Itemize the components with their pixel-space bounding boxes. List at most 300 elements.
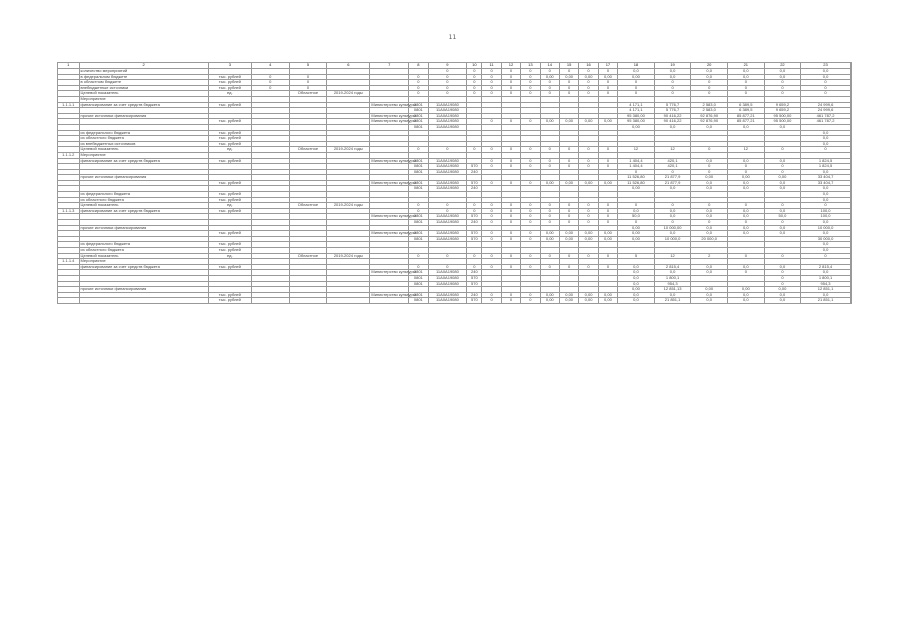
table-cell: 9 659,2 [764, 108, 801, 114]
table-cell: 0,0 [654, 186, 691, 192]
table-cell: 0,0 [764, 74, 801, 80]
table-cell: из внебюджетных источников [79, 141, 208, 147]
table-cell: 0 [579, 69, 598, 75]
table-cell: 0 [521, 236, 540, 242]
table-cell: 0,0 [728, 208, 765, 214]
table-cell: 0 [579, 264, 598, 270]
table-cell-spacer [850, 298, 851, 304]
table-cell: 0 [579, 147, 598, 153]
table-cell: 0 [559, 80, 578, 86]
table-cell: 12 [618, 147, 655, 153]
table-cell: 0 [521, 298, 540, 304]
column-number-cell: 6 [327, 63, 370, 69]
table-cell: 0 [764, 147, 801, 153]
table-cell: 0,00 [691, 175, 728, 181]
table-cell: 0 [598, 264, 617, 270]
table-cell: 24 999,6 [801, 108, 851, 114]
table-cell: 11А0А19080 [428, 108, 467, 114]
table-cell: 0 [482, 203, 501, 209]
table-cell: 1 404,4 [618, 158, 655, 164]
table-cell: 0 [409, 85, 428, 91]
table-cell: 0 [482, 292, 501, 298]
table-cell [289, 298, 327, 304]
table-cell: 0,0 [801, 74, 851, 80]
table-cell: тыс. рублей [208, 248, 251, 254]
table-cell: 0 [559, 69, 578, 75]
table-cell: 33 404,7 [801, 175, 851, 181]
table-cell: 0 [482, 158, 501, 164]
table-cell: из областного бюджета [79, 197, 208, 203]
table-cell: 0,0 [618, 270, 655, 276]
table-cell: 0 [428, 91, 467, 97]
table-cell: 461 787,2 [801, 119, 851, 125]
table-cell: 0 [409, 264, 428, 270]
table-cell: 0 [467, 264, 482, 270]
table-cell: 0,00 [618, 236, 655, 242]
table-cell: 0 [501, 203, 520, 209]
table-cell: ед. [208, 253, 251, 259]
table-cell: 0 [598, 69, 617, 75]
table-cell: 0801 [409, 102, 428, 108]
table-cell: из федерального бюджета [79, 192, 208, 198]
table-cell: 0 [289, 80, 327, 86]
table-cell: 0 [521, 74, 540, 80]
table-cell: 0 [579, 158, 598, 164]
table-cell: 0,0 [691, 214, 728, 220]
column-number-cell: 5 [289, 63, 327, 69]
table-cell: 0 [540, 85, 559, 91]
table-cell: 0 [728, 91, 765, 97]
table-cell: 0 [764, 169, 801, 175]
column-number-cell: 10 [467, 63, 482, 69]
table-cell: Министерство культуры [371, 112, 416, 118]
table-cell: 0 [467, 253, 482, 259]
table-cell: 0,0 [801, 130, 851, 136]
table-cell: 0 [467, 147, 482, 153]
table-cell: 0,00 [618, 225, 655, 231]
table-cell: 0,00 [618, 124, 655, 130]
table-cell: 0,0 [764, 186, 801, 192]
table-cell: 0 [428, 264, 467, 270]
table-cell: 0,00 [559, 119, 578, 125]
table-cell: 0 [801, 85, 851, 91]
table-cell: 0 [764, 275, 801, 281]
table-cell: 0,0 [764, 158, 801, 164]
table-cell: в федеральном бюджете [79, 74, 208, 80]
table-cell: 2 815,4 [654, 264, 691, 270]
table-cell: 0 [409, 203, 428, 209]
table-cell: 0,0 [618, 281, 655, 287]
table-cell: 0,0 [654, 69, 691, 75]
table-cell: 0 [482, 253, 501, 259]
table-cell: 0 [482, 119, 501, 125]
table-cell: Целевой показатель [79, 253, 208, 259]
table-cell: 0,0 [764, 298, 801, 304]
table-cell: 0,0 [801, 248, 851, 254]
table-cell: 0,0 [728, 186, 765, 192]
table-cell: из федерального бюджета [79, 130, 208, 136]
table-cell: 5 776,7 [654, 102, 691, 108]
table-cell: 0 [521, 80, 540, 86]
table-cell: 0 [559, 220, 578, 226]
table-cell: 0 [521, 214, 540, 220]
column-number-cell: 2 [79, 63, 208, 69]
table-cell: 100,0 [801, 214, 851, 220]
table-cell: тыс. рублей [208, 197, 251, 203]
table-cell: 0 [521, 203, 540, 209]
column-number-cell: 14 [540, 63, 559, 69]
table-cell: 0 [618, 203, 655, 209]
table-cell: 0,0 [654, 74, 691, 80]
table-cell: 1.1.1.4 [58, 259, 80, 265]
table-cell: 50,0 [764, 214, 801, 220]
table-cell: Областное [289, 253, 327, 259]
table-cell: 0,00 [559, 236, 578, 242]
table-cell: 0,0 [801, 186, 851, 192]
table-cell: 0,0 [618, 292, 655, 298]
table-cell: 0,0 [728, 74, 765, 80]
table-cell: 0 [559, 203, 578, 209]
table-cell: 0 [598, 85, 617, 91]
table-cell: 570 [467, 231, 482, 237]
table-cell: 0 [559, 208, 578, 214]
table-cell: 0 [501, 264, 520, 270]
table-cell: 11А0А19080 [428, 220, 467, 226]
table-cell: 240 [467, 169, 482, 175]
table-cell: 0 [559, 147, 578, 153]
table-cell: 0 [501, 147, 520, 153]
table-cell: 0 [482, 236, 501, 242]
table-cell: тыс. рублей [208, 85, 251, 91]
table-cell: 0 [467, 69, 482, 75]
table-cell: 0 [501, 253, 520, 259]
table-cell: 11А0А19080 [428, 270, 467, 276]
table-cell: 0,0 [801, 69, 851, 75]
table-cell: 0,00 [598, 180, 617, 186]
table-cell: Министерство культуры [371, 179, 416, 185]
table-cell: 0801 [409, 292, 428, 298]
table-cell: 0 [428, 203, 467, 209]
table-cell: 0 [482, 214, 501, 220]
table-cell: 11А0А19080 [428, 236, 467, 242]
table-cell: 0801 [409, 214, 428, 220]
table-cell: 0 [521, 69, 540, 75]
table-cell: 0,0 [801, 192, 851, 198]
table-cell: 0 [764, 80, 801, 86]
table-cell: 0,00 [540, 236, 559, 242]
table-cell: 9 659,2 [764, 102, 801, 108]
table-cell: 0 [764, 281, 801, 287]
table-cell: прочие источники финансирования [79, 113, 208, 119]
table-cell: 0 [467, 80, 482, 86]
table-cell: 0 [598, 164, 617, 170]
table-cell: 0 [521, 119, 540, 125]
table-cell: 0 [618, 220, 655, 226]
table-cell: 0,0 [801, 169, 851, 175]
table-cell: 0,0 [764, 69, 801, 75]
table-cell: 0,00 [579, 231, 598, 237]
table-cell: 11А0А19080 [428, 275, 467, 281]
table-cell: 1.1.1.1 [58, 102, 80, 108]
table-cell: 0,0 [728, 158, 765, 164]
table-cell: 0 [540, 214, 559, 220]
table-cell: 0,0 [618, 275, 655, 281]
table-cell: 0 [428, 85, 467, 91]
table-cell: 11А0А19080 [428, 119, 467, 125]
table-cell: 12 [654, 253, 691, 259]
table-cell: 5 [618, 253, 655, 259]
table-cell: 0,0 [728, 124, 765, 130]
table-cell: 0,00 [559, 231, 578, 237]
table-cell: 0 [579, 203, 598, 209]
table-cell: 92 876,90 [691, 113, 728, 119]
table-cell: 0,0 [654, 231, 691, 237]
table-cell: 24 999,6 [801, 102, 851, 108]
table-cell: в областном бюджете [79, 80, 208, 86]
column-number-cell: 4 [251, 63, 289, 69]
table-cell: 0 [654, 169, 691, 175]
table-cell: 0 [289, 85, 327, 91]
table-cell: 0 [501, 236, 520, 242]
table-cell: 21 877,9 [654, 180, 691, 186]
table-cell: 0,0 [801, 220, 851, 226]
table-cell: 0 [559, 158, 578, 164]
table-cell: 0,00 [691, 287, 728, 293]
table-body [58, 63, 852, 304]
table-cell: 0 [482, 220, 501, 226]
table-cell: 100,0 [801, 208, 851, 214]
table-cell: 92 876,90 [691, 119, 728, 125]
table-cell: 21 877,9 [654, 175, 691, 181]
table-cell: 0 [618, 169, 655, 175]
table-cell: 0,0 [764, 180, 801, 186]
table-cell: 2 583,0 [691, 108, 728, 114]
table-cell: 11А0А19080 [428, 281, 467, 287]
table-cell: 0,0 [728, 264, 765, 270]
table-cell: 0,0 [764, 124, 801, 130]
table-cell: 570 [467, 214, 482, 220]
table-cell: 0 [521, 180, 540, 186]
table-cell: 0,0 [801, 197, 851, 203]
table-cell: 0,0 [801, 231, 851, 237]
table-cell: 0 [521, 147, 540, 153]
table-cell: 0 [559, 91, 578, 97]
table-cell: 0 [428, 147, 467, 153]
table-cell: тыс. рублей [208, 208, 251, 214]
table-cell: 0,00 [579, 298, 598, 304]
table-cell: 0 [728, 164, 765, 170]
table-cell: 11А0А19080 [428, 124, 467, 130]
table-cell: 0 [501, 91, 520, 97]
table-cell: 0 [764, 220, 801, 226]
table-cell: Мероприятие [79, 259, 208, 265]
table-cell: тыс. рублей [208, 136, 251, 142]
table-cell: 0 [467, 208, 482, 214]
table-cell: 0 [579, 220, 598, 226]
table-cell: 11А0А19080 [428, 169, 467, 175]
table-cell: 2 [691, 253, 728, 259]
column-number-cell: 17 [598, 63, 617, 69]
table-cell: 0,0 [691, 225, 728, 231]
table-cell: 11А0А19080 [428, 158, 467, 164]
table-cell: 240 [467, 220, 482, 226]
table-cell: 11А0А19080 [428, 113, 467, 119]
table-cell: 0,0 [618, 208, 655, 214]
table-cell: 0 [598, 208, 617, 214]
table-cell: 0 [728, 85, 765, 91]
table-cell: 85 877,21 [728, 119, 765, 125]
table-cell: 0,0 [764, 225, 801, 231]
table-cell: Министерство культуры [371, 213, 416, 219]
table-cell: 0801 [409, 220, 428, 226]
table-cell: 11А0А19080 [428, 102, 467, 108]
table-cell: 0 [501, 180, 520, 186]
table-cell: 21 851,1 [654, 298, 691, 304]
table-cell: тыс. рублей [208, 141, 251, 147]
table-cell: 570 [467, 275, 482, 281]
column-number-cell: 20 [691, 63, 728, 69]
table-cell: 0,0 [618, 69, 655, 75]
column-number-cell: 23 [801, 63, 851, 69]
table-cell: 0,0 [618, 298, 655, 304]
table-cell: 0 [579, 80, 598, 86]
table-cell: 0,00 [728, 175, 765, 181]
table-cell: 90 416,22 [654, 119, 691, 125]
column-number-cell: 16 [579, 63, 598, 69]
table-cell: 1.1.1.2 [58, 152, 80, 158]
table-cell: 0801 [409, 236, 428, 242]
column-number-cell: 3 [208, 63, 251, 69]
table-cell: 0 [521, 208, 540, 214]
table-cell: 570 [467, 298, 482, 304]
table-cell: 0 [501, 292, 520, 298]
table-cell: 0,0 [728, 225, 765, 231]
table-cell: 0 [482, 298, 501, 304]
table-cell: финансирование за счет средств бюджета [79, 102, 208, 108]
table-cell: 0 [289, 74, 327, 80]
table-cell: 0 [521, 264, 540, 270]
column-number-cell: 11 [482, 63, 501, 69]
table-cell: 0 [691, 147, 728, 153]
table-cell: 12 851,1 [801, 287, 851, 293]
table-cell: 0 [579, 208, 598, 214]
table-cell: 0,0 [691, 124, 728, 130]
table-cell: тыс. рублей [208, 292, 251, 298]
table-cell: 0 [521, 91, 540, 97]
table-cell: 0 [482, 74, 501, 80]
table-cell: 0,00 [764, 287, 801, 293]
table-cell: 0801 [409, 169, 428, 175]
column-number-cell: 18 [618, 63, 655, 69]
table-cell: 0 [251, 74, 289, 80]
table-cell: прочие источники финансирования [79, 225, 208, 231]
table-cell: 0 [540, 220, 559, 226]
table-cell: 6 389,5 [728, 108, 765, 114]
table-cell: 0801 [409, 281, 428, 287]
table-cell: 0,00 [540, 119, 559, 125]
table-cell: 0 [559, 214, 578, 220]
table-cell: 0 [501, 208, 520, 214]
table-cell: 0,00 [559, 74, 578, 80]
table-cell: 0 [764, 164, 801, 170]
table-cell: 0,00 [579, 74, 598, 80]
table-cell: 0,00 [540, 298, 559, 304]
page-number: 11 [448, 34, 457, 41]
table-cell: 0 [428, 80, 467, 86]
table-cell: 12 [728, 147, 765, 153]
table-cell: 0 [540, 164, 559, 170]
column-number-cell: 13 [521, 63, 540, 69]
table-cell: 0,00 [540, 74, 559, 80]
table-cell: Целевой показатель [79, 203, 208, 209]
table-cell: ед. [208, 91, 251, 97]
table-cell: 0 [559, 164, 578, 170]
table-cell: 0,00 [618, 287, 655, 293]
table-cell: 11А0А19080 [428, 164, 467, 170]
table-cell: 0,00 [618, 186, 655, 192]
table-cell: 0 [764, 203, 801, 209]
table-cell: 0 [728, 80, 765, 86]
table-cell: 0 [521, 85, 540, 91]
table-cell: 0 [801, 253, 851, 259]
table-cell: тыс. рублей [208, 130, 251, 136]
table-cell: 0 [654, 203, 691, 209]
budget-table-sheet [57, 62, 852, 567]
table-cell: тыс. рублей [208, 102, 251, 108]
table-cell: 0 [428, 69, 467, 75]
table-cell: 0,00 [540, 180, 559, 186]
table-cell: прочие источники финансирования [79, 175, 208, 181]
table-cell: 20 000,0 [691, 236, 728, 242]
table-cell: 0,00 [618, 231, 655, 237]
table-cell: Мероприятие [79, 96, 208, 102]
table-cell: 0 [409, 80, 428, 86]
table-cell: 0 [654, 91, 691, 97]
table-cell [327, 298, 370, 304]
table-cell: 0 [654, 220, 691, 226]
table-cell: 1 800,1 [654, 275, 691, 281]
table-cell: 85 877,21 [728, 113, 765, 119]
table-cell: финансирование за счет средств бюджета [79, 264, 208, 270]
table-cell: 0801 [409, 231, 428, 237]
table-cell: Министерство культуры [371, 291, 416, 297]
table-cell: 0 [540, 264, 559, 270]
table-cell: 0,0 [691, 208, 728, 214]
table-cell: 0 [482, 85, 501, 91]
table-cell: 0,0 [728, 214, 765, 220]
table-cell: 0 [482, 69, 501, 75]
table-cell: 11 526,80 [618, 180, 655, 186]
table-cell: 0,0 [691, 158, 728, 164]
table-cell: 0,00 [540, 231, 559, 237]
table-cell: 0 [728, 203, 765, 209]
table-cell: 1 800,1 [801, 275, 851, 281]
table-cell: 0 [654, 85, 691, 91]
table-cell: Областное [289, 147, 327, 153]
table-cell: 0 [540, 91, 559, 97]
table-cell: 0,00 [598, 231, 617, 237]
table-cell: 0 [540, 158, 559, 164]
table-cell: 0 [501, 119, 520, 125]
table-cell: 0 [482, 164, 501, 170]
table-cell: 0 [428, 74, 467, 80]
table-cell: 0 [598, 214, 617, 220]
table-cell: 0,0 [801, 136, 851, 142]
table-cell: из областного бюджета [79, 248, 208, 254]
column-number-cell: 8 [409, 63, 428, 69]
table-cell: 0,00 [598, 298, 617, 304]
table-cell: 570 [467, 164, 482, 170]
